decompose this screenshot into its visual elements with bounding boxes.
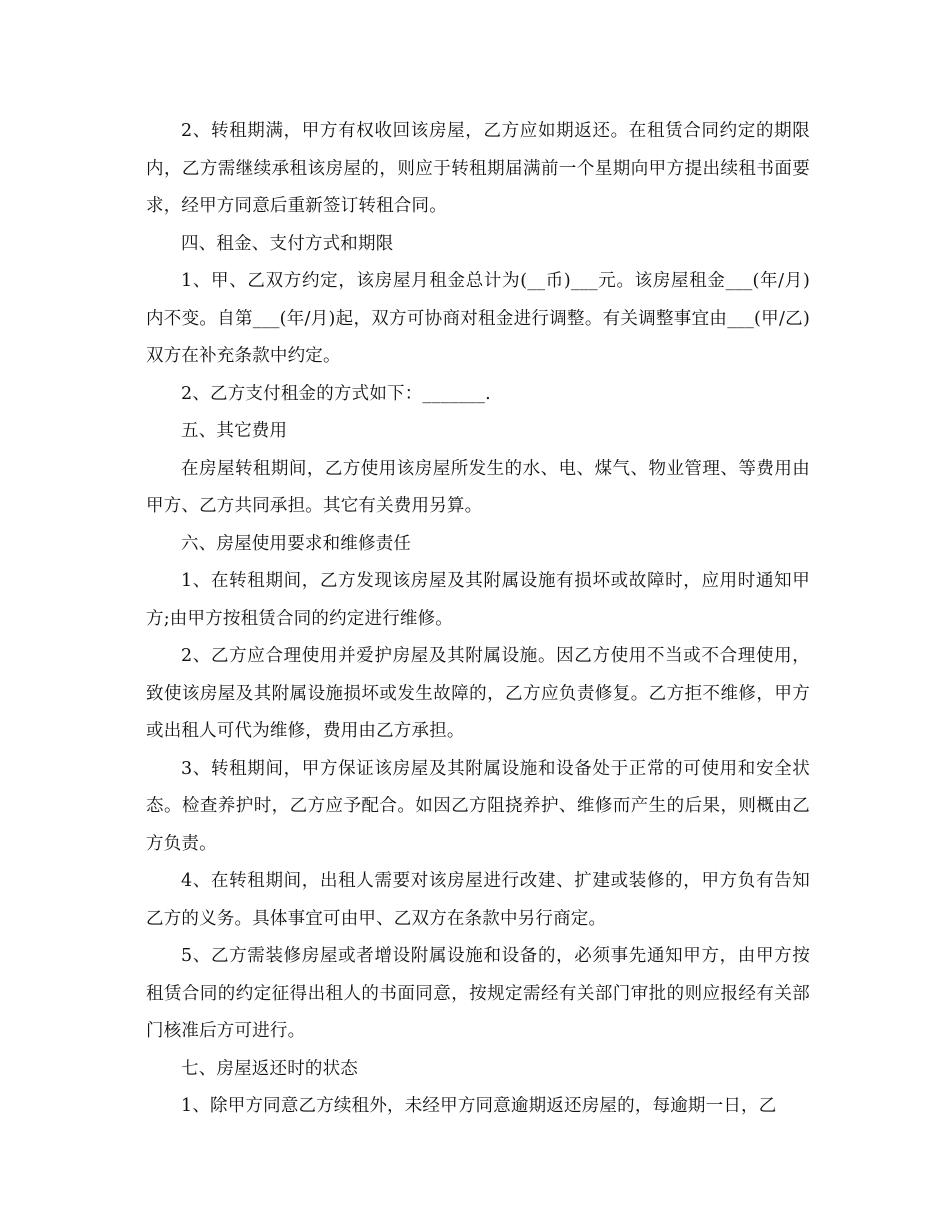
- paragraph-safe-condition: 3、转租期间，甲方保证该房屋及其附属设施和设备处于正常的可使用和安全状态。检查养护时，乙方应予配合。如因乙方阻挠养护、维修而产生的后果，则概由乙方负责。: [146, 758, 810, 854]
- section-heading-usage-maintenance: 六、房屋使用要求和维修责任: [181, 533, 412, 554]
- paragraph-decoration-approval: 5、乙方需装修房屋或者增设附属设施和设备的，必须事先通知甲方，由甲方按租赁合同的约定征得出租人的书面同意，按规定需经有关部门审批的则应报经有关部门核准后方可进行。: [146, 946, 810, 1041]
- paragraph-overdue-return: 1、除甲方同意乙方续租外，未经甲方同意逾期返还房屋的，每逾期一日，乙: [181, 1096, 777, 1116]
- paragraph-proper-use: 2、乙方应合理使用并爱护房屋及其附属设施。因乙方使用不当或不合理使用，致使该房屋及其附属设施损坏或发生故障的，乙方应负责修复。乙方拒不维修，甲方或出租人可代为维修，费用由乙方承担。: [146, 646, 810, 741]
- paragraph-rent-amount: 1、甲、乙双方约定，该房屋月租金总计为(__币)___元。该房屋租金___(年/月)内不变。自第___(年/月)起，双方可协商对租金进行调整。有关调整事宜由___(甲/乙)双方在补充条款中约定。: [146, 271, 810, 366]
- section-heading-rent-payment: 四、租金、支付方式和期限: [181, 233, 394, 254]
- paragraph-return-on-expiry: 2、转租期满，甲方有权收回该房屋，乙方应如期返还。在租赁合同约定的期限内，乙方需继续承租该房屋的，则应于转租期届满前一个星期向甲方提出续租书面要求，经甲方同意后重新签订转租合同。: [146, 121, 810, 216]
- paragraph-other-fees: 在房屋转租期间，乙方使用该房屋所发生的水、电、煤气、物业管理、等费用由甲方、乙方共同承担。其它有关费用另算。: [146, 458, 810, 516]
- paragraph-renovation-notice: 4、在转租期间，出租人需要对该房屋进行改建、扩建或装修的，甲方负有告知乙方的义务。具体事宜可由甲、乙双方在条款中另行商定。: [146, 871, 810, 929]
- paragraph-payment-method: 2、乙方支付租金的方式如下：_______.: [181, 383, 491, 404]
- section-heading-other-fees: 五、其它费用: [181, 421, 288, 441]
- paragraph-damage-notice: 1、在转租期间，乙方发现该房屋及其附属设施有损坏或故障时，应用时通知甲方;由甲方按租赁合同的约定进行维修。: [146, 571, 810, 629]
- section-heading-return-condition: 七、房屋返还时的状态: [181, 1058, 358, 1079]
